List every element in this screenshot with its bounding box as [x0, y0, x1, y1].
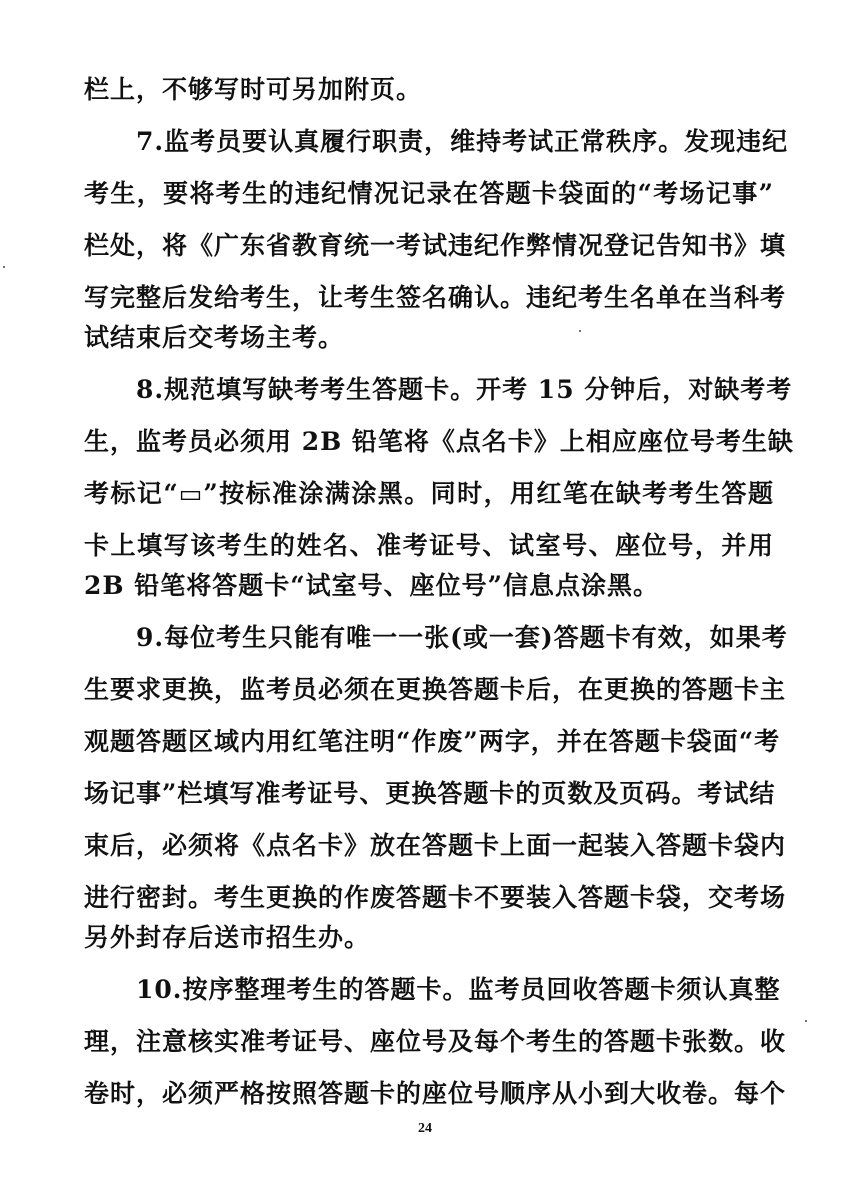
scan-speck — [3, 266, 5, 268]
text-line-20: 理，注意核实准考证号、座位号及每个考生的答题卡张数。收 — [84, 1027, 787, 1056]
text-line-11: 2B 铅笔将答题卡“试室号、座位号”信息点涂黑。 — [84, 571, 659, 600]
text-line-13: 生要求更换，监考员必须在更换答题卡后，在更换的答题卡主 — [84, 675, 787, 704]
text-line-19: 10.按序整理考生的答题卡。监考员回收答题卡须认真整 — [136, 975, 781, 1004]
text-line-17: 进行密封。考生更换的作废答题卡不要装入答题卡袋，交考场 — [84, 883, 787, 912]
text-line-16: 束后，必须将《点名卡》放在答题卡上面一起装入答题卡袋内 — [84, 831, 787, 860]
text-line-5: 写完整后发给考生，让考生签名确认。违纪考生名单在当科考 — [84, 283, 787, 312]
text-line-9: 考标记“▭”按标准涂满涂黑。同时，用红笔在缺考考生答题 — [84, 479, 774, 508]
text-line-1: 栏上，不够写时可另加附页。 — [84, 75, 423, 104]
scan-speck — [805, 1020, 807, 1022]
text-line-6: 试结束后交考场主考。 — [84, 323, 345, 352]
page-number: 24 — [418, 1121, 432, 1136]
text-line-10: 卡上填写该考生的姓名、准考证号、试室号、座位号，并用 — [84, 531, 774, 560]
text-line-3: 考生，要将考生的违纪情况记录在答题卡袋面的“考场记事” — [84, 179, 774, 208]
text-line-18: 另外封存后送市招生办。 — [84, 923, 371, 952]
text-line-21: 卷时，必须严格按照答题卡的座位号顺序从小到大收卷。每个 — [84, 1079, 787, 1108]
text-line-12: 9.每位考生只能有唯一一张(或一套)答题卡有效，如果考 — [136, 623, 788, 652]
scan-speck — [579, 330, 581, 332]
text-line-8: 生，监考员必须用 2B 铅笔将《点名卡》上相应座位号考生缺 — [84, 427, 794, 456]
text-line-2: 7.监考员要认真履行职责，维持考试正常秩序。发现违纪 — [136, 127, 789, 156]
text-line-15: 场记事”栏填写准考证号、更换答题卡的页数及页码。考试结 — [84, 779, 776, 808]
text-line-7: 8.规范填写缺考考生答题卡。开考 15 分钟后，对缺考考 — [136, 375, 793, 404]
text-line-4: 栏处，将《广东省教育统一考试违纪作弊情况登记告知书》填 — [84, 231, 787, 260]
text-line-14: 观题答题区域内用红笔注明“作废”两字，并在答题卡袋面“考 — [84, 727, 781, 756]
